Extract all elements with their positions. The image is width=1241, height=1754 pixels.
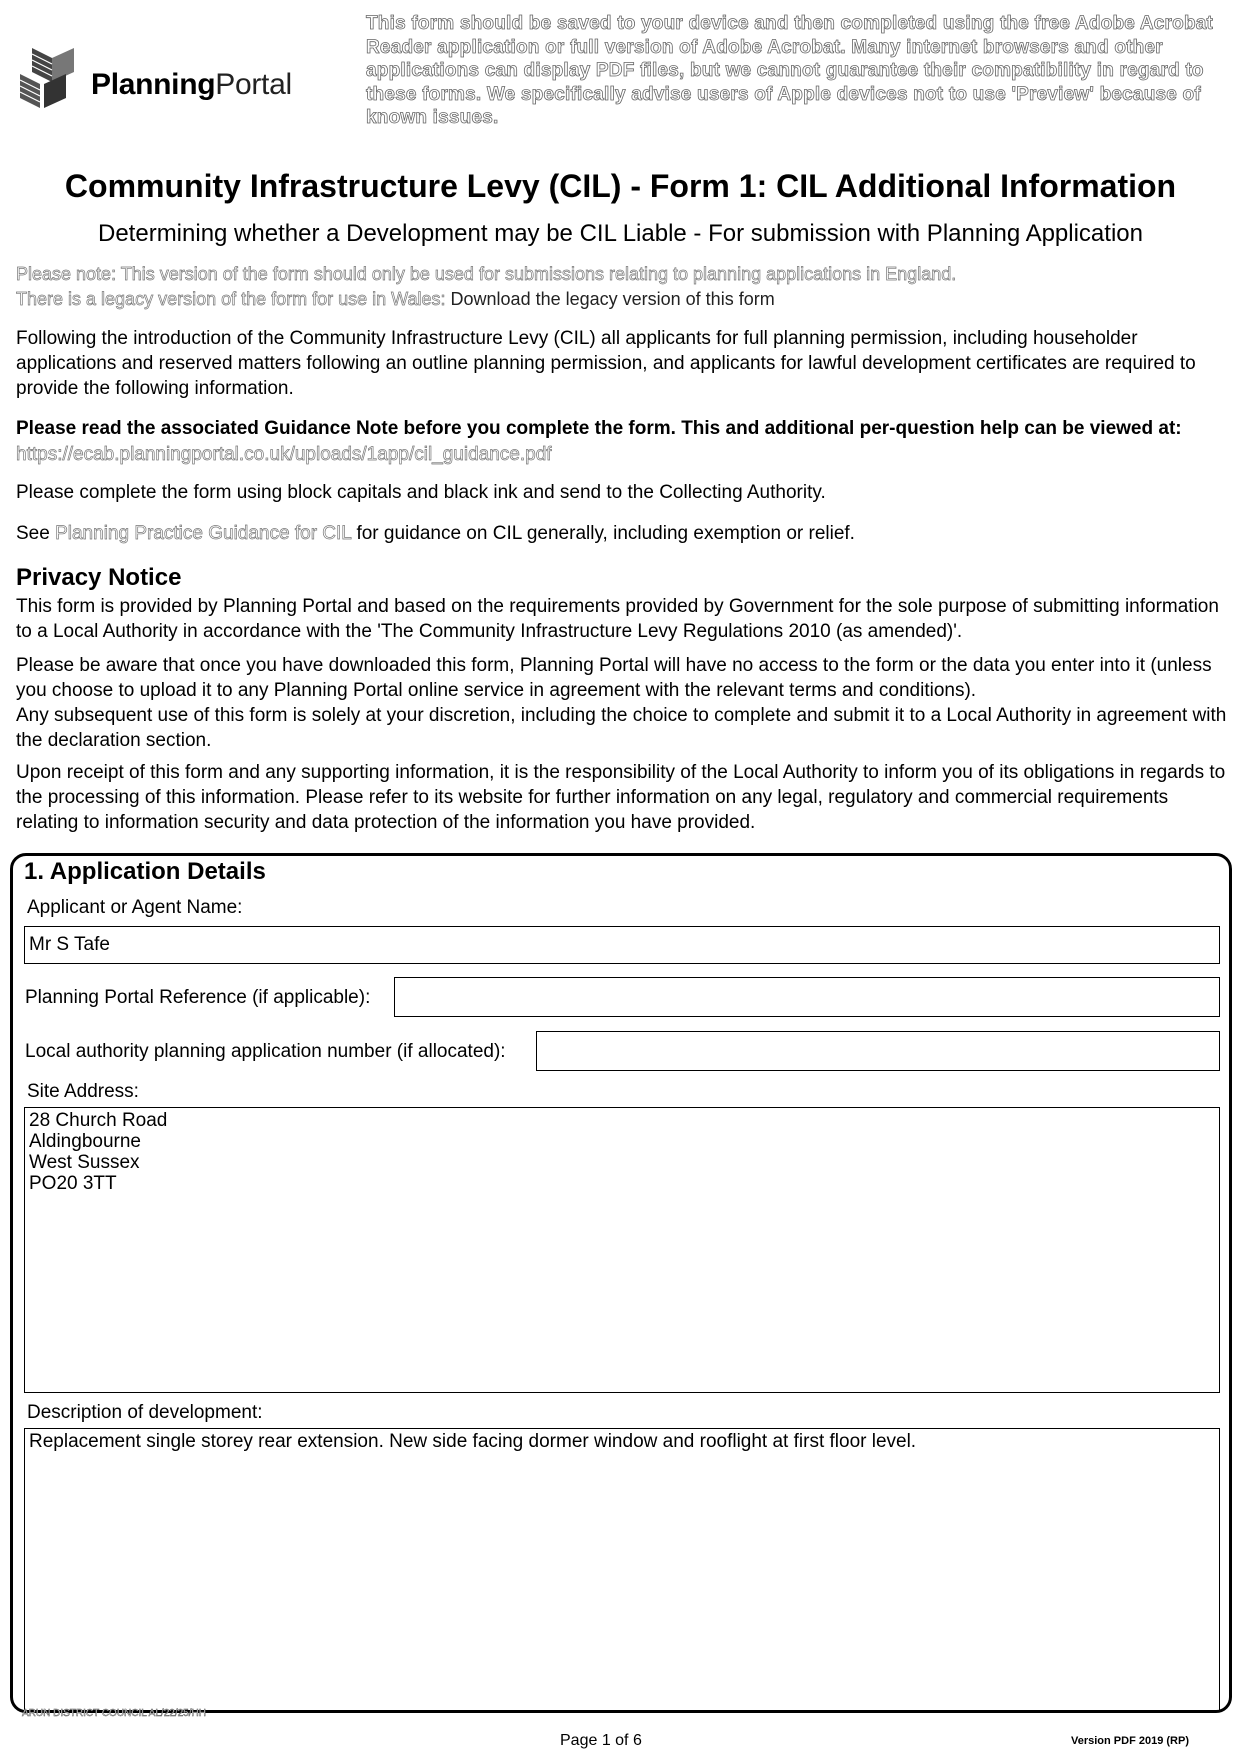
guidance-url-link[interactable]: https://ecab.planningportal.co.uk/uploads/1app/cil_guidance.pdf: [16, 444, 552, 465]
legacy-form-link[interactable]: Download the legacy version of this form: [450, 289, 775, 309]
logo-text-bold: Planning: [91, 68, 216, 101]
see-suffix: for guidance on CIL generally, including exemption or relief.: [356, 523, 855, 544]
page-title: Community Infrastructure Levy (CIL) - Form 1: CIL Additional Information: [64, 168, 1177, 204]
save-notice: This form should be saved to your device and then completed using the free Adobe Acrobat Reader application or full version of Adobe Acrobat. Many internet browsers and other applications can display PDF files, but we cannot guarantee their compatibility in regard to these forms. We specifically advise users of Apple devices not to use 'Preview' because of known issues.: [366, 13, 1214, 128]
portal-reference-field[interactable]: [394, 977, 1220, 1017]
see-prefix: See: [16, 523, 50, 544]
cil-guidance-link[interactable]: Planning Practice Guidance for CIL: [55, 523, 352, 544]
logo-wordmark: [91, 68, 292, 102]
privacy-paragraph-4: Upon receipt of this form and any supporting information, it is the responsibility of the Local Authority to inform you of its obligations in regards to the processing of this information. Please refer to its website for further information on any legal, regulatory and commercial requirements relating to information security and data protection of the information you have provided.: [16, 762, 1226, 833]
portal-reference-label: Planning Portal Reference (if applicable):: [25, 987, 371, 1008]
form-version: Version PDF 2019 (RP): [1071, 1735, 1189, 1747]
la-application-number-field[interactable]: [536, 1031, 1220, 1071]
see-guidance-line: [16, 521, 1231, 546]
intro-paragraph: Following the introduction of the Community Infrastructure Levy (CIL) all applicants for full planning permission, including householder applications and reserved matters following an outline planning permission, and applicants for lawful development certificates are required to provide the following information.: [16, 328, 1196, 399]
wales-note: [16, 287, 1231, 312]
privacy-paragraph-1: This form is provided by Planning Portal and based on the requirements provided by Government for the sole purpose of submitting information to a Local Authority in accordance with the 'The Community Infrastructure Levy Regulations 2010 (as amended)'.: [16, 596, 1219, 642]
page-subtitle: Determining whether a Development may be CIL Liable - For submission with Planning Application: [98, 220, 1143, 247]
guidance-instruction: Please read the associated Guidance Note before you complete the form. This and additional per-question help can be viewed at:: [16, 418, 1182, 439]
section-title: 1. Application Details: [24, 858, 266, 885]
council-stamp: ARUN DISTRICT COUNCIL AL/22/25/HH: [22, 1708, 206, 1719]
england-note: Please note: This version of the form should only be used for submissions relating to planning applications in England.: [16, 264, 957, 284]
description-field[interactable]: Replacement single storey rear extension. New side facing dormer window and rooflight at first floor level.: [24, 1428, 1220, 1712]
site-address-label: Site Address:: [27, 1081, 139, 1102]
privacy-paragraph-3: Any subsequent use of this form is solely at your discretion, including the choice to complete and submit it to a Local Authority in agreement with the declaration section.: [16, 705, 1227, 751]
block-capitals-instruction: Please complete the form using block capitals and black ink and send to the Collecting Authority.: [16, 482, 826, 503]
planning-portal-logo: [16, 48, 316, 108]
logo-text-regular: Portal: [215, 68, 292, 101]
privacy-paragraph-2: Please be aware that once you have downloaded this form, Planning Portal will have no access to the form or the data you enter into it (unless you choose to upload it to any Planning Portal online service in agreement with the relevant terms and conditions).: [16, 655, 1212, 701]
la-application-number-label: Local authority planning application number (if allocated):: [25, 1041, 506, 1062]
applicant-name-field[interactable]: Mr S Tafe: [24, 926, 1220, 964]
wales-note-text: There is a legacy version of the form for use in Wales:: [16, 289, 446, 309]
planning-portal-logo-icon: [16, 44, 82, 116]
applicant-name-label: Applicant or Agent Name:: [27, 897, 243, 918]
privacy-heading: Privacy Notice: [16, 564, 182, 591]
site-address-field[interactable]: 28 Church Road Aldingbourne West Sussex PO20 3TT: [24, 1107, 1220, 1393]
description-label: Description of development:: [27, 1402, 263, 1423]
page-number: Page 1 of 6: [560, 1732, 642, 1749]
